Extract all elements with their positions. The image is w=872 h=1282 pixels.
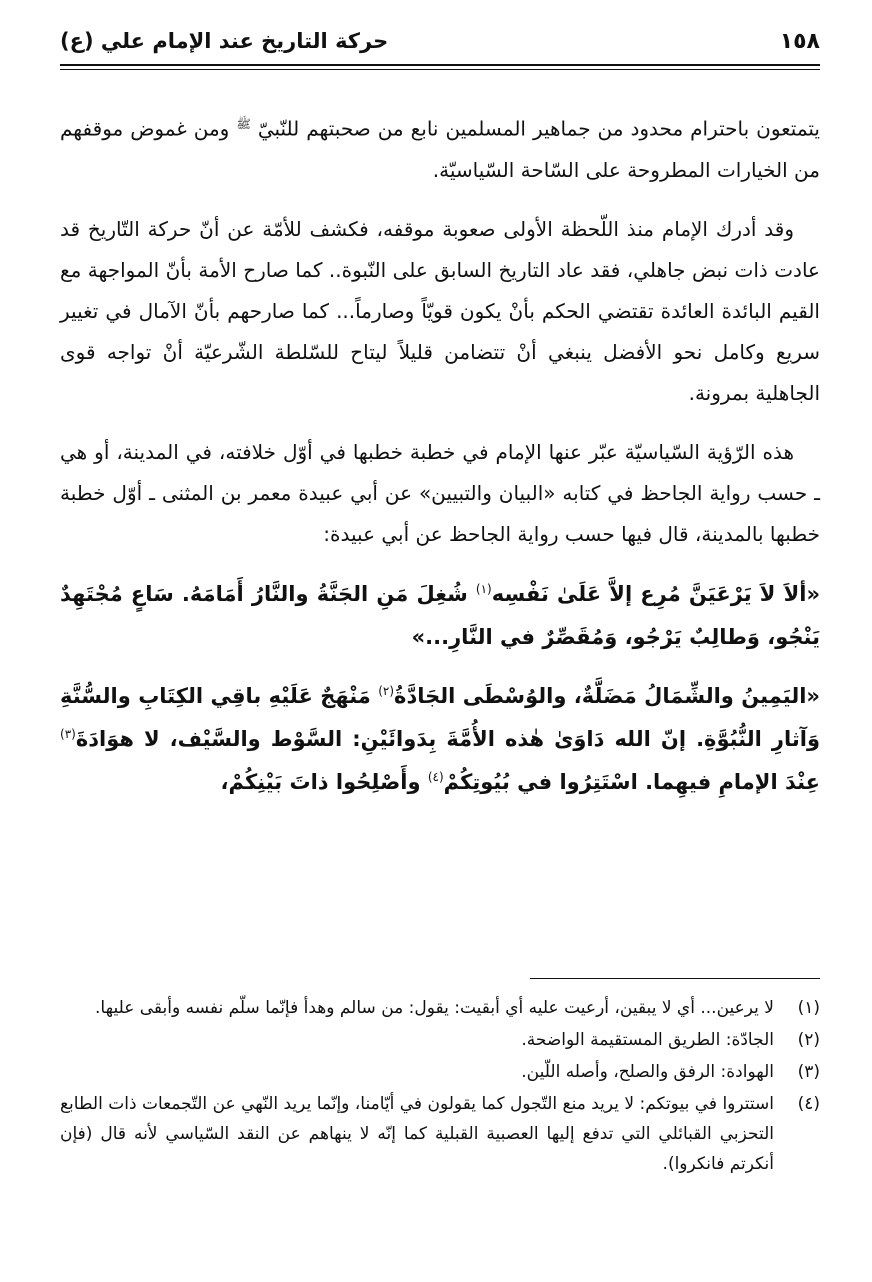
footnote-item <box>60 1089 820 1179</box>
footnote-ref-1: (١) <box>475 581 492 596</box>
footnote-text: استتروا في بيوتكم: لا يريد منع التّجول كما يقولون في أيّامنا، وإنّما يريد النّهي عن التّجمعات ذات الطابع التحزبي القبائلي التي تدفع إليها العصبية القبلية كما إنّه لا ينهاهم عن النقد السّياسي لأنه قال (فإن أنكرتم فانكروا). <box>60 1094 774 1174</box>
quote-1-part-b: شُغِلَ مَنِ الجَنَّةُ والنَّارُ أَمَامَهُ. سَاعٍ مُجْتَهِدٌ يَنْجُو، وَطالِبٌ يَرْجُو، وَمُقَصِّرٌ في النَّارِ...» <box>60 581 820 649</box>
paragraph-1 <box>60 104 820 191</box>
quote-2 <box>60 675 820 804</box>
quote-2-part-d: وأَصْلِحُوا ذاتَ بَيْنِكُمْ، <box>220 769 421 794</box>
quote-1 <box>60 573 820 659</box>
footnote-ref-2: (٢) <box>378 683 395 698</box>
quote-2-part-b: مَنْهَجٌ عَلَيْهِ باقِي الكِتَابِ والسُّنَّةِ وَآثارِ النُّبُوَّةِ. إنّ الله دَاوَىٰ هٰذه الأُمَّةَ بِدَوائَيْنِ: السَّوْط والسَّيْف، لا هوَادَةَ <box>60 683 820 751</box>
footnote-number: (٤) <box>797 1094 820 1114</box>
quote-1-part-a: «ألاَ لاَ يَرْعَيَنَّ مُرِع إلاَّ عَلَىٰ نَفْسِه <box>491 581 821 606</box>
running-title: حركة التاريخ عند الإمام علي (ع) <box>60 29 389 53</box>
footnotes <box>60 993 820 1181</box>
paragraph-1-end: ومن غموض موقفهم من الخيارات المطروحة على السّاحة السّياسيّة. <box>60 116 820 182</box>
footnote-item <box>60 1025 820 1055</box>
footnote-number: (١) <box>797 998 820 1018</box>
footnote-ref-4: (٤) <box>427 769 444 784</box>
paragraph-3: هذه الرّؤية السّياسيّة عبّر عنها الإمام في خطبة خطبها في أوّل خلافته، في المدينة، أو هي ـ حسب رواية الجاحظ في كتابه «البيان والتبيين» عن أبي عبيدة معمر بن المثنى ـ أوّل خطبة خطبها بالمدينة، قال فيها حسب رواية الجاحظ عن أبي عبيدة: <box>60 439 820 546</box>
footnote-number: (٣) <box>797 1062 820 1082</box>
page-number: ١٥٨ <box>779 28 820 54</box>
book-page <box>60 18 820 1258</box>
footnote-number: (٢) <box>797 1030 820 1050</box>
honorific-glyph: ﷺ <box>236 117 251 131</box>
quote-2-part-c: عِنْدَ الإمامِ فيهِما. اسْتَتِرُوا في بُيُوتِكُمْ <box>443 769 820 794</box>
header-rule-thin <box>60 69 820 70</box>
footnote-text: لا يرعين... أي لا يبقين، أرعيت عليه أي أبقيت: يقول: من سالم وهدأ فإنّما سلّم نفسه وأبقى عليها. <box>95 998 774 1018</box>
footnote-ref-3: (٣) <box>60 726 76 741</box>
footnote-text: الهوادة: الرفق والصلح، وأصله اللّين. <box>521 1062 774 1082</box>
footnote-item <box>60 1057 820 1087</box>
footnote-separator <box>530 978 820 979</box>
footnote-text: الجادّة: الطريق المستقيمة الواضحة. <box>521 1030 774 1050</box>
page-header <box>60 18 820 64</box>
paragraph-2: وقد أدرك الإمام منذ اللّحظة الأولى صعوبة موقفه، فكشف للأمّة عن أنّ حركة التّاريخ قد عادت ذات نبض جاهلي، فقد عاد التاريخ السابق على النّبوة.. كما صارح الأمة بأنّ المواجهة مع القيم البائدة العائدة تقتضي الحكم بأنْ يكون قويّاً وصارماً... كما صارحهم بأنّ الآمال في تغيير سريع وكامل نحو الأفضل ينبغي أنْ تتضامن قليلاً ليتاح للسّلطة الشّرعيّة أنْ تواجه قوى الجاهلية بمرونة. <box>60 216 820 405</box>
footnote-item <box>60 993 820 1023</box>
quote-2-part-a: «اليَمِينُ والشِّمَالُ مَضَلَّةٌ، والوُسْطَى الجَادَّةُ <box>394 683 820 708</box>
paragraph-1-text: يتمتعون باحترام محدود من جماهير المسلمين نابع من صحبتهم للنّبيّ <box>257 116 821 141</box>
body-text <box>60 104 820 804</box>
header-rule <box>60 64 820 66</box>
